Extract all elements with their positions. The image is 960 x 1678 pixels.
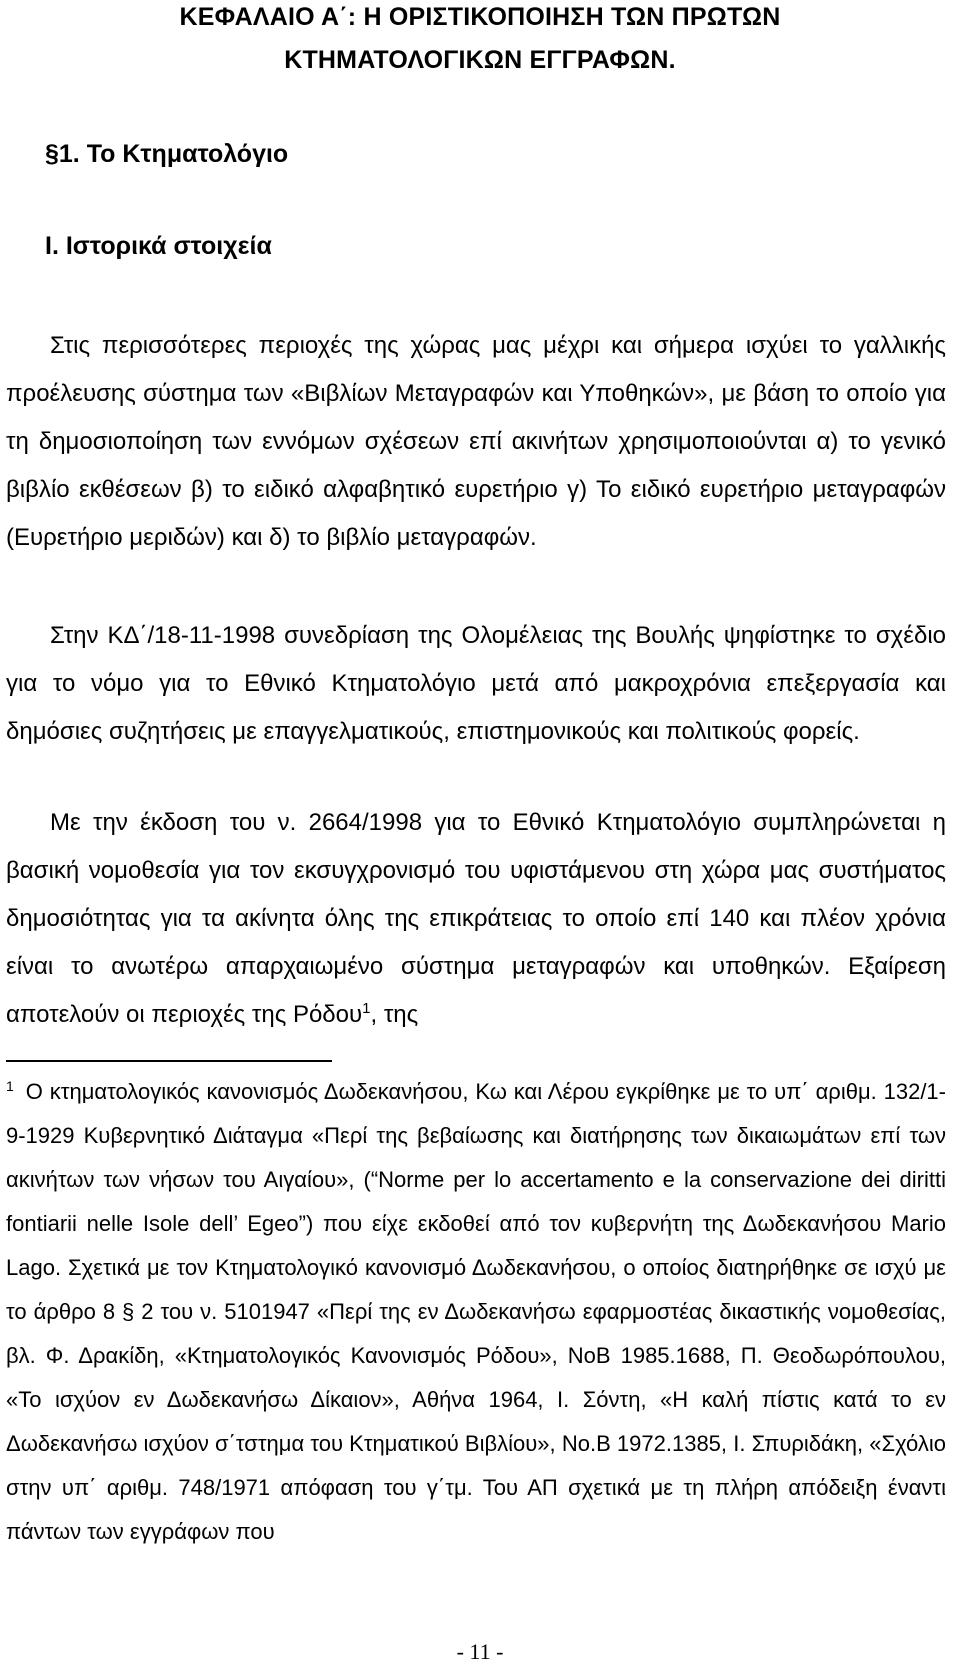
footnote-separator xyxy=(6,1060,332,1062)
paragraph-3 xyxy=(6,799,946,1039)
chapter-heading-line-2: ΚΤΗΜΑΤΟΛΟΓΙΚΩΝ ΕΓΓΡΑΦΩΝ. xyxy=(284,46,676,74)
footnote-text: Ο κτηματολογικός κανονισμός Δωδεκανήσου, Κω και Λέρου εγκρίθηκε με το υπ΄ αριθμ. 132/1-9-1929 Κυβερνητικό Διάταγμα «Περί της βεβαίωσης και διατήρησης των δικαιωμάτων επί των ακινήτων των νήσων του Αιγαίου», (“Norme per lo accertamento e la conservazione dei diritti fontiarii nelle Isole dell’ Egeo”) που είχε εκδοθεί από τον κυβερνήτη της Δωδεκανήσου Mario Lago. Σχετικά με τον Κτηματολογικό κανονισμό Δωδεκανήσου, ο οποίος διατηρήθηκε σε ισχύ με το άρθρο 8 § 2 του ν. 5101947 «Περί της εν Δωδεκανήσω εφαρμοστέας δικαστικής νομοθεσίας, βλ. Φ. Δρακίδη, «Κτηματολογικός Κανονισμός Ρόδου», ΝοΒ 1985.1688, Π. Θεοδωρόπουλου, «Το ισχύον εν Δωδεκανήσω Δίκαιον», Αθήνα 1964, Ι. Σόντη, «Η καλή πίστις κατά το εν Δωδεκανήσω ισχύον σ΄τστημα του Κτηματικού Βιβλίου», Νο.Β 1972.1385, Ι. Σπυριδάκη, «Σχόλιο στην υπ΄ αριθμ. 748/1971 απόφαση του γ΄τμ. Του ΑΠ σχετικά με τη πλήρη απόδειξη έναντι πάντων των εγγράφων που xyxy=(6,1079,946,1544)
page-number: - 11 - xyxy=(456,1639,504,1664)
footnote-mark: 1 xyxy=(6,1077,14,1094)
subsection-title: Ι. Ιστορικά στοιχεία xyxy=(45,232,272,260)
section-title: §1. Το Κτηματολόγιο xyxy=(45,140,289,168)
paragraph-3-tail: , της xyxy=(370,1001,419,1028)
paragraph-2: Στην ΚΔ΄/18-11-1998 συνεδρίαση της Ολομέλειας της Βουλής ψηφίστηκε το σχέδιο για το νόμο για το Εθνικό Κτηματολόγιο μετά από μακροχρόνια επεξεργασία και δημόσιες συζητήσεις με επαγγελματικούς, επιστημονικούς και πολιτικούς φορείς. xyxy=(6,622,946,745)
chapter-heading-line-1: ΚΕΦΑΛΑΙΟ Α΄: Η ΟΡΙΣΤΙΚΟΠΟΙΗΣΗ ΤΩΝ ΠΡΩΤΩΝ xyxy=(179,3,781,31)
paragraph-1: Στις περισσότερες περιοχές της χώρας μας μέχρι και σήμερα ισχύει το γαλλικής προέλευσης σύστημα των «Βιβλίων Μεταγραφών και Υποθηκών», με βάση το οποίο για τη δημοσιοποίηση των εννόμων σχέσεων επί ακινήτων χρησιμοποιούνται α) το γενικό βιβλίο εκθέσεων β) το ειδικό αλφαβητικό ευρετήριο γ) Το ειδικό ευρετήριο μεταγραφών (Ευρετήριο μεριδών) και δ) το βιβλίο μεταγραφών. xyxy=(6,332,946,551)
paragraph-3-text: Με την έκδοση του ν. 2664/1998 για το Εθνικό Κτηματολόγιο συμπληρώνεται η βασική νομοθεσία για τον εκσυγχρονισμό του υφιστάμενου στη χώρα μας συστήματος δημοσιότητας για τα ακίνητα όλης της επικράτειας το οποίο επί 140 και πλέον χρόνια είναι το ανωτέρω απαρχαιωμένο σύστημα μεταγραφών και υποθηκών. Εξαίρεση αποτελούν οι περιοχές της Ρόδου xyxy=(6,809,946,1028)
footnote-reference: 1 xyxy=(362,1000,371,1017)
footnote xyxy=(6,1070,946,1554)
